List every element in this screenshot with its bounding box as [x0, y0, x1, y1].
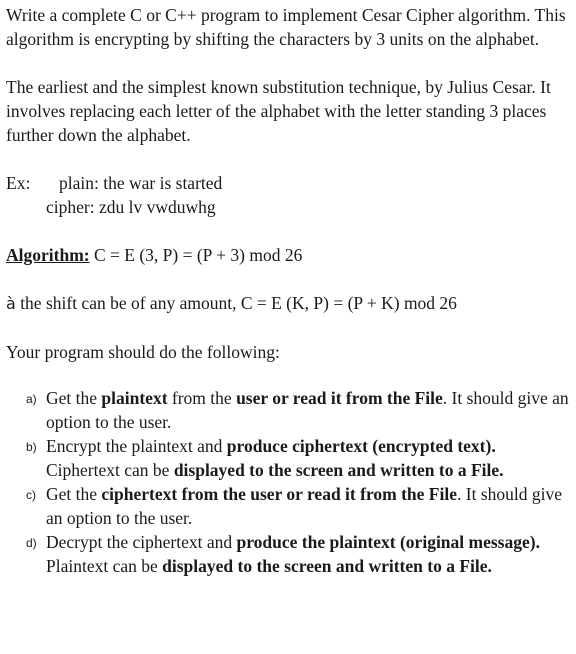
example-block — [6, 171, 572, 219]
task-text: Get the — [46, 388, 102, 408]
assignment-document — [6, 3, 572, 578]
history-paragraph: The earliest and the simplest known substitution technique, by Julius Cesar. It involves replacing each letter of the alphabet with the letter standing 3 places further down the alphabet. — [6, 77, 551, 145]
task-text-bold: produce ciphertext (encrypted text). — [226, 436, 496, 456]
arrow-icon: à — [6, 294, 16, 313]
task-text-bold: displayed to the screen and written to a File. — [173, 460, 504, 480]
task-text: . It should give an option to the user. — [46, 388, 569, 432]
task-marker: d) — [26, 536, 37, 550]
task-text: from the — [167, 388, 237, 408]
task-marker: b) — [26, 440, 37, 454]
task-text: . It should give an option to the user. — [46, 484, 562, 528]
algorithm-label: Algorithm: — [6, 245, 90, 265]
task-text: Encrypt the plaintext and — [46, 436, 227, 456]
shift-note-text: the shift can be of any amount, C = E (K, P) = (P + K) mod 26 — [15, 293, 457, 313]
algorithm-formula: C = E (3, P) = (P + 3) mod 26 — [89, 245, 303, 265]
task-text-bold: ciphertext from the user or read it from the File — [101, 484, 457, 504]
example-plain-row — [6, 171, 572, 195]
task-text: Get the — [46, 484, 102, 504]
task-item-c — [26, 482, 572, 530]
algorithm-line — [6, 243, 572, 267]
task-text: Plaintext can be — [46, 556, 163, 576]
task-text-bold: user or read it from the File — [236, 388, 443, 408]
task-item-a — [26, 386, 572, 434]
task-marker: a) — [26, 392, 37, 406]
task-text-bold: produce the plaintext (original message). — [236, 532, 540, 552]
shift-note — [6, 291, 572, 316]
task-text-bold: plaintext — [101, 388, 168, 408]
task-list — [6, 386, 572, 578]
task-text: Ciphertext can be — [46, 460, 174, 480]
task-marker: c) — [26, 488, 36, 502]
task-item-b — [26, 434, 572, 482]
example-plain: plain: the war is started — [59, 173, 223, 193]
task-text-bold: displayed to the screen and written to a File. — [162, 556, 492, 576]
example-cipher: cipher: zdu lv vwduwhg — [46, 197, 216, 217]
requirements-intro: Your program should do the following: — [6, 342, 280, 362]
task-item-d — [26, 530, 572, 578]
intro-paragraph: Write a complete C or C++ program to implement Cesar Cipher algorithm. This algorithm is encrypting by shifting the characters by 3 units on the alphabet. — [6, 5, 566, 49]
example-label: Ex: — [6, 173, 31, 193]
task-text: Decrypt the ciphertext and — [46, 532, 237, 552]
